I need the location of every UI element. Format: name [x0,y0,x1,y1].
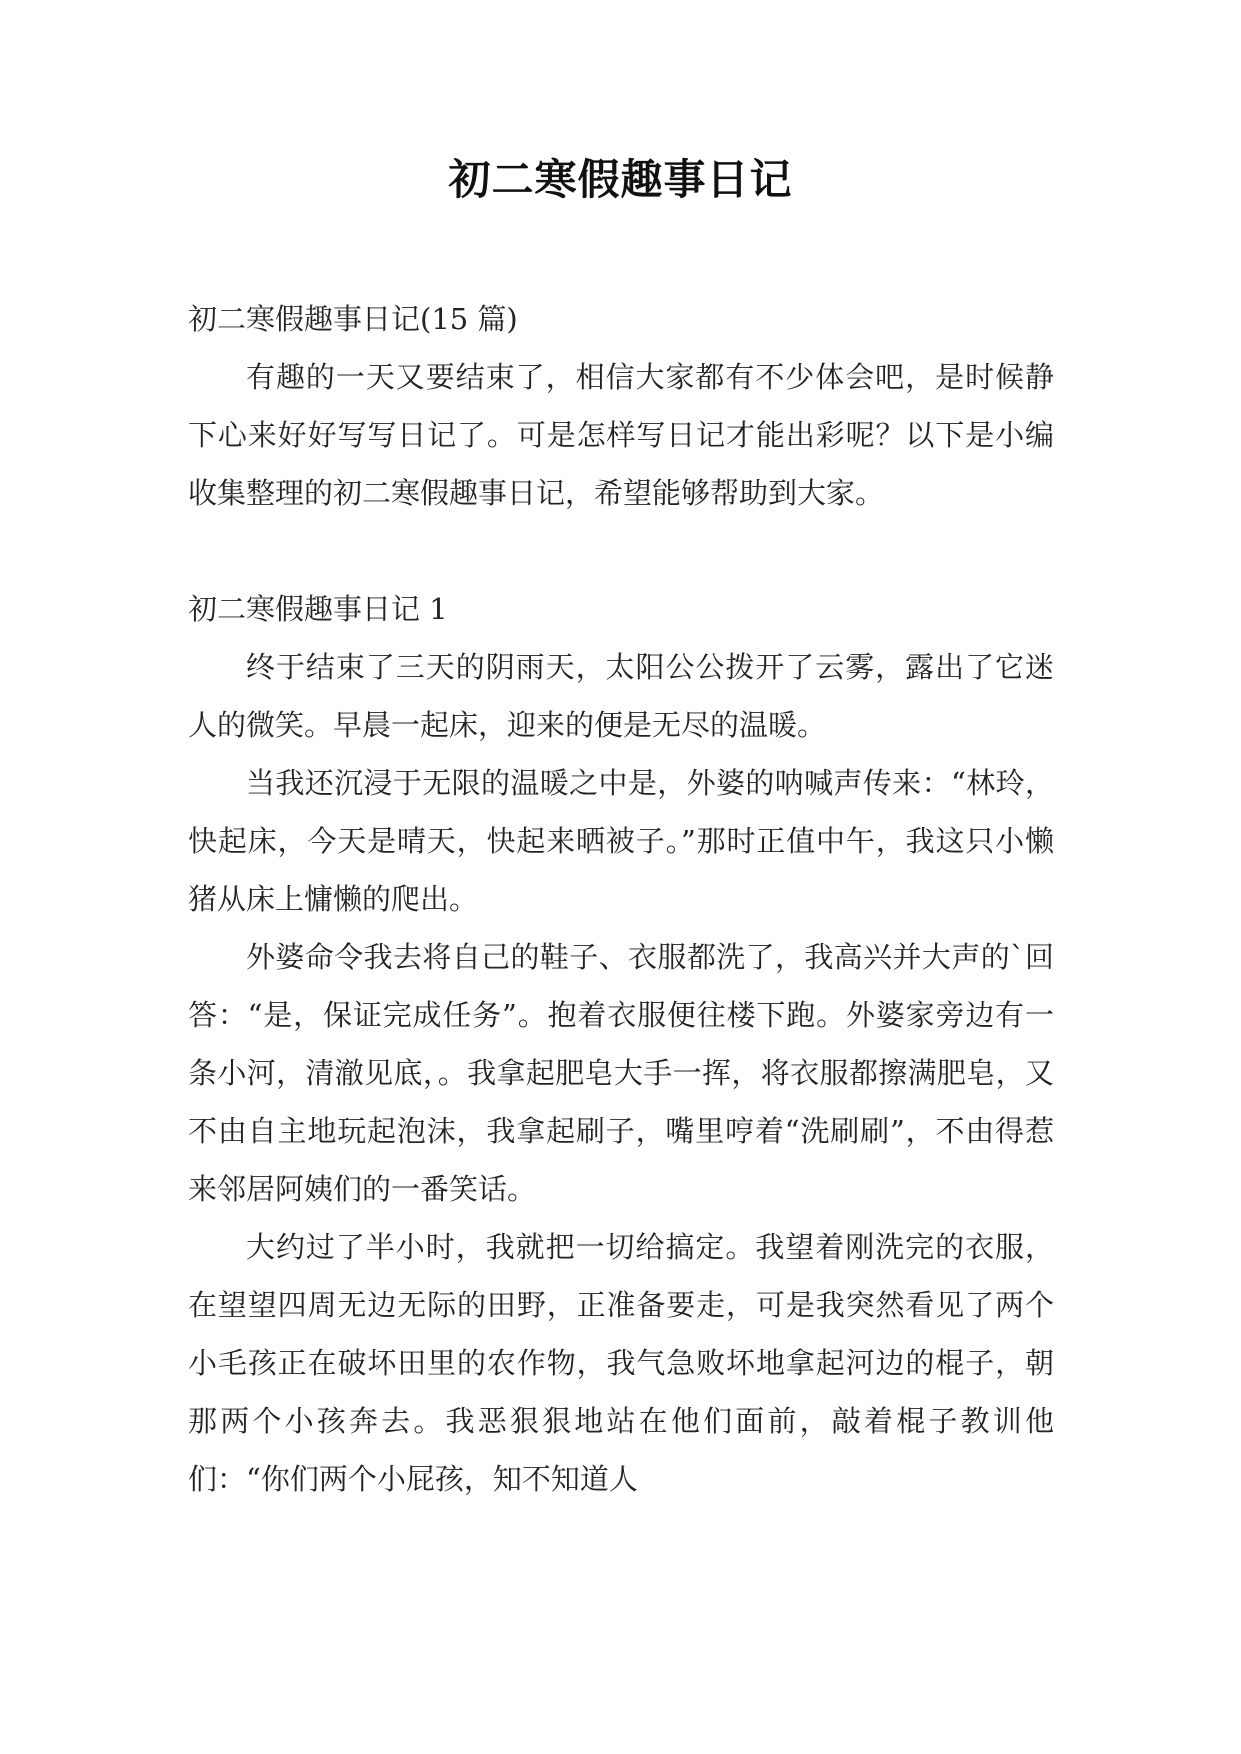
section-heading: 初二寒假趣事日记 1 [188,592,448,626]
body-paragraph: 大约过了半小时，我就把一切给搞定。我望着刚洗完的衣服，在望望四周无边无际的田野，正准备要走，可是我突然看见了两个小毛孩正在破坏田里的农作物，我气急败坏地拿起河边的棍子，朝那两个小孩奔去。我恶狠狠地站在他们面前，敲着棍子教训他们：“你们两个小屁孩，知不知道人 [188,1230,1054,1496]
collection-heading: 初二寒假趣事日记(15 篇) [188,302,518,336]
section-spacer [188,522,1054,580]
intro-paragraph: 有趣的一天又要结束了，相信大家都有不少体会吧，是时候静下心来好好写写日记了。可是怎样写日记才能出彩呢？以下是小编收集整理的初二寒假趣事日记，希望能够帮助到大家。 [188,360,1054,510]
body-paragraph: 外婆命令我去将自己的鞋子、衣服都洗了，我高兴并大声的`回答：“是，保证完成任务”。抱着衣服便往楼下跑。外婆家旁边有一条小河，清澈见底，。我拿起肥皂大手一挥，将衣服都擦满肥皂，又不由自主地玩起泡沫，我拿起刷子，嘴里哼着“洗刷刷”，不由得惹来邻居阿姨们的一番笑话。 [188,940,1054,1206]
body-paragraph: 终于结束了三天的阴雨天，太阳公公拨开了云雾，露出了它迷人的微笑。早晨一起床，迎来的便是无尽的温暖。 [188,650,1054,742]
document-title: 初二寒假趣事日记 [448,155,793,204]
document-body [188,290,1054,1508]
body-paragraph: 当我还沉浸于无限的温暖之中是，外婆的呐喊声传来：“林玲，快起床，今天是晴天，快起来晒被子。”那时正值中午，我这只小懒猪从床上慵懒的爬出。 [188,766,1054,916]
